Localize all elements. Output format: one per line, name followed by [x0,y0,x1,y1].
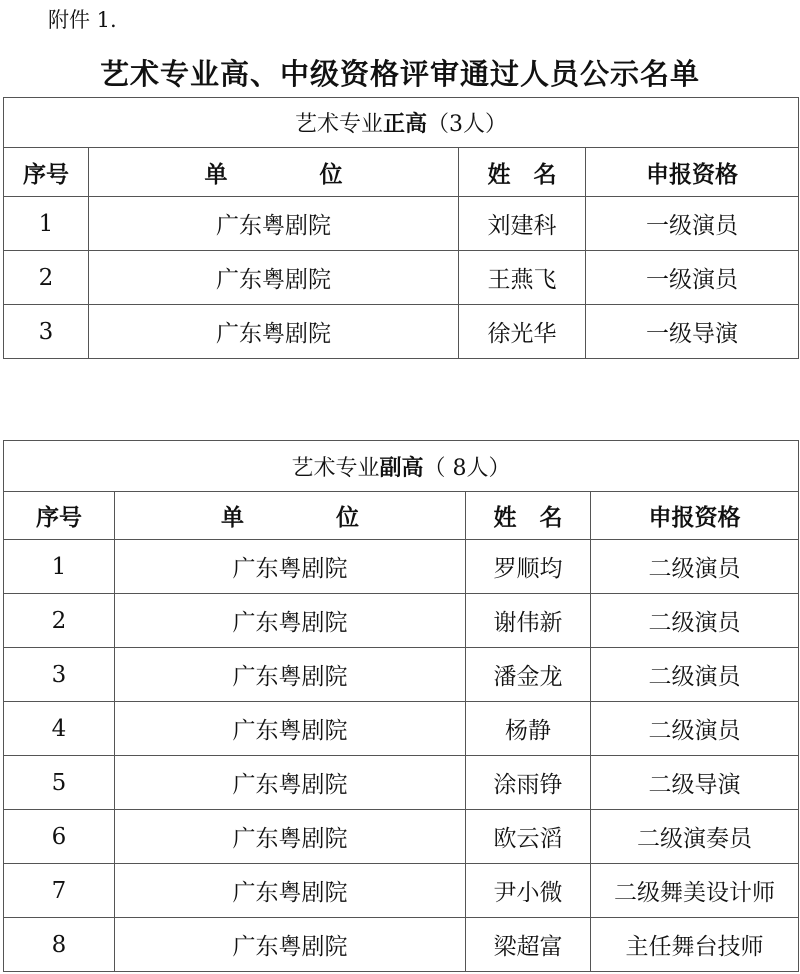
cell-unit: 广东粤剧院 [89,305,459,359]
cell-unit: 广东粤剧院 [115,648,466,702]
cell-qualification: 二级舞美设计师 [591,864,799,918]
table-row [4,864,799,918]
cell-qualification: 一级演员 [586,197,799,251]
table-row [4,756,799,810]
cell-no: 2 [4,594,115,648]
header-unit: 单 位 [89,148,459,197]
table-header-row [4,148,799,197]
cell-name: 刘建科 [459,197,586,251]
cell-no: 1 [4,197,89,251]
cell-name: 涂雨铮 [466,756,591,810]
table-header-row [4,492,799,540]
table-row [4,540,799,594]
cell-unit: 广东粤剧院 [115,756,466,810]
cell-name: 徐光华 [459,305,586,359]
cell-unit: 广东粤剧院 [115,540,466,594]
document-title: 艺术专业高、中级资格评审通过人员公示名单 [99,57,700,91]
table-row [4,648,799,702]
cell-no: 3 [4,305,89,359]
cell-qualification: 一级导演 [586,305,799,359]
caption-prefix: 艺术专业 [291,455,380,481]
header-name: 姓 名 [466,492,591,540]
caption-suffix: （3人） [427,112,508,137]
table-row [4,594,799,648]
header-unit: 单 位 [115,492,466,540]
cell-unit: 广东粤剧院 [115,702,466,756]
header-qualification: 申报资格 [591,492,799,540]
cell-no: 4 [4,702,115,756]
caption-prefix: 艺术专业 [295,112,384,137]
header-name: 姓 名 [459,148,586,197]
caption-suffix: （ 8人） [423,455,511,481]
cell-unit: 广东粤剧院 [115,918,466,972]
table-caption-row [4,98,799,148]
table-row [4,918,799,972]
cell-name: 尹小微 [466,864,591,918]
cell-no: 1 [4,540,115,594]
cell-name: 欧云滔 [466,810,591,864]
table-row [4,702,799,756]
cell-name: 王燕飞 [459,251,586,305]
table-caption [4,98,799,148]
table-caption-row [4,441,799,492]
cell-name: 潘金龙 [466,648,591,702]
cell-name: 罗顺均 [466,540,591,594]
cell-qualification: 二级演员 [591,702,799,756]
cell-no: 5 [4,756,115,810]
caption-emphasis: 正高 [383,111,428,137]
header-no: 序号 [4,148,89,197]
cell-name: 杨静 [466,702,591,756]
cell-qualification: 二级演奏员 [591,810,799,864]
associate-senior-table [3,440,799,972]
cell-unit: 广东粤剧院 [115,594,466,648]
table-row [4,197,799,251]
attachment-label: 附件 1. [48,8,117,32]
cell-no: 7 [4,864,115,918]
cell-qualification: 二级演员 [591,540,799,594]
senior-table [3,97,799,359]
table-caption [4,441,799,492]
cell-qualification: 二级演员 [591,648,799,702]
table-row [4,810,799,864]
table-row [4,251,799,305]
header-no: 序号 [4,492,115,540]
cell-qualification: 二级导演 [591,756,799,810]
cell-unit: 广东粤剧院 [115,810,466,864]
cell-no: 3 [4,648,115,702]
cell-unit: 广东粤剧院 [115,864,466,918]
cell-name: 梁超富 [466,918,591,972]
cell-no: 8 [4,918,115,972]
cell-unit: 广东粤剧院 [89,197,459,251]
caption-emphasis: 副高 [379,454,424,481]
header-qualification: 申报资格 [586,148,799,197]
cell-no: 6 [4,810,115,864]
table-row [4,305,799,359]
cell-qualification: 一级演员 [586,251,799,305]
cell-qualification: 二级演员 [591,594,799,648]
cell-no: 2 [4,251,89,305]
cell-name: 谢伟新 [466,594,591,648]
cell-unit: 广东粤剧院 [89,251,459,305]
cell-qualification: 主任舞台技师 [591,918,799,972]
